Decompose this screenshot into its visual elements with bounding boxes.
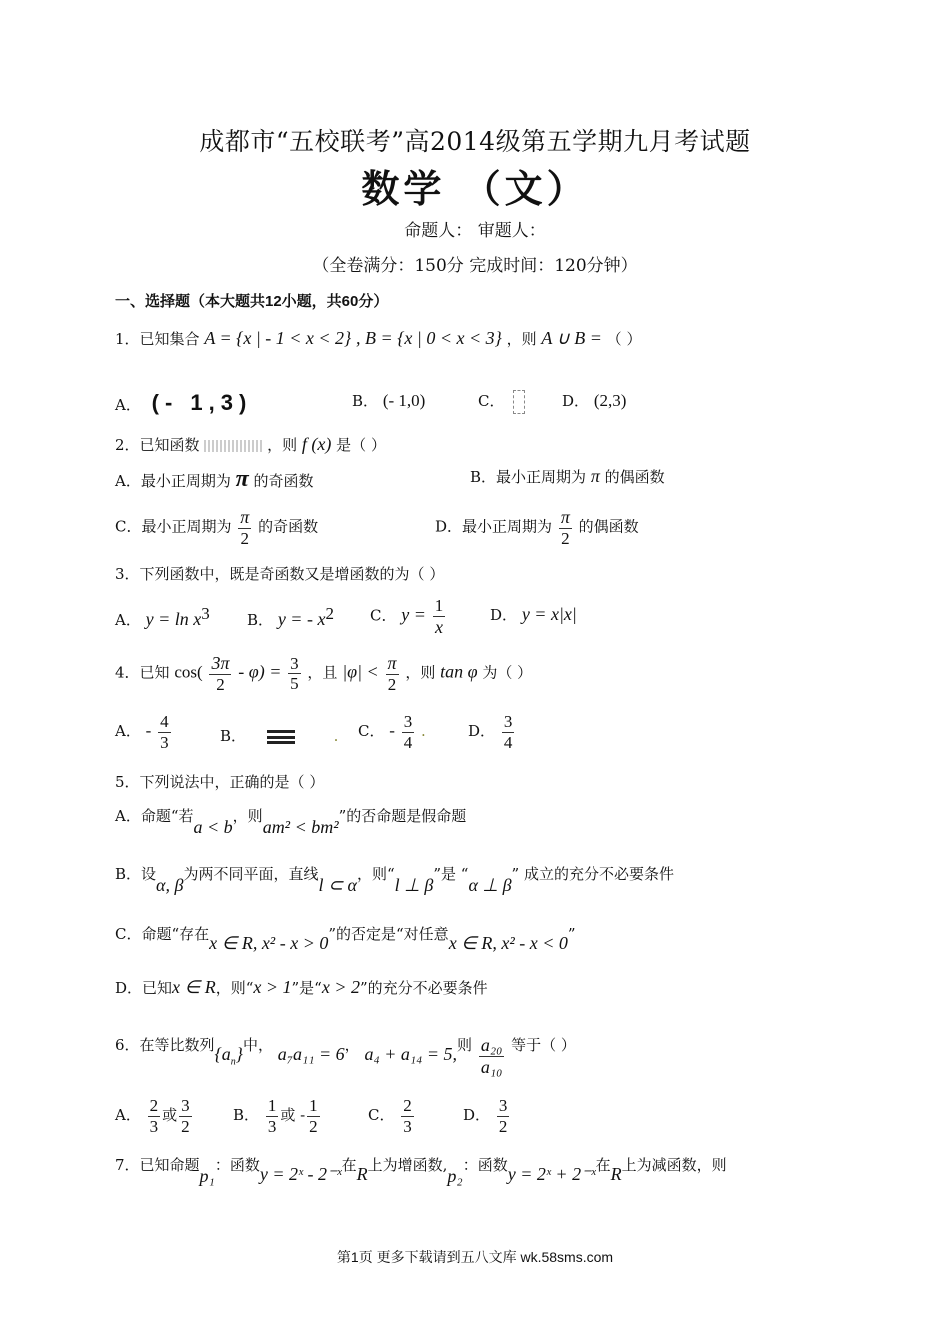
option-label: D． [468,722,496,741]
question-5: 5．下列说法中，正确的是（ ） [115,773,325,791]
text: 等于（ ） [511,1036,576,1055]
formula-image-placeholder [204,440,262,452]
fraction: $\frac{3}{2}$ [498,1096,508,1136]
q4-cond: ，且 [307,663,338,682]
text: 为两不同平面，直线 [183,865,319,883]
math: l ⊥ β [394,875,434,895]
q5-option-c [115,923,576,953]
q6-seq: $\{a_n\}$ [214,1044,243,1068]
fraction: $\frac{\pi}{2}$ [560,507,570,548]
text: B．设 [115,865,157,883]
text: ：函数 [462,1156,508,1174]
subject-title: 数学 （文） [361,166,589,211]
q2-then: ，则 [267,436,298,454]
text: ”的否命题是假命题 [338,807,467,825]
math: p₁ [199,1166,215,1186]
text: ，则 [232,807,263,825]
q6-option-d [463,1096,511,1136]
exponent: 3 [201,604,210,623]
fraction: $\frac{3}{4}$ [503,712,513,752]
q4-tan: tan φ [440,661,478,682]
q4-mid: - φ) = [238,661,282,682]
option-label: D． [562,392,590,410]
option-label: D． [463,1106,491,1125]
fraction: $\frac{3}{5}$ [290,653,299,694]
text: 上为减函数，则 [621,1156,727,1174]
pi-symbol: π [235,466,249,492]
option-math: y = - x [277,609,326,629]
dot-mark: . [421,722,426,741]
q4-then: ，则 [405,663,436,682]
q1-option-b-value: (- 1,0) [382,391,426,410]
text: ”的充分不必要条件 [360,979,488,997]
option-label: A．最小正周期为 [115,472,231,490]
q3-option-b [247,604,334,630]
math: x > 2 [321,977,360,997]
q1-then: ，则 [506,330,537,348]
text: ”是“ [291,979,322,997]
fraction: $\frac{3\pi}{2}$ [211,653,230,694]
math: x ∈ R [172,977,216,997]
option-label: A． [115,722,141,741]
q1-set-b: , B = {x | 0 < x < 3} [356,328,502,348]
fraction: $\frac{3}{2}$ [181,1096,190,1136]
question-7 [115,1154,727,1186]
option-label: A． [115,1106,141,1125]
q3-option-d [490,604,577,625]
q4-option-a [115,712,173,752]
math: α, β [156,875,184,895]
option-label: C． [478,392,505,410]
text: D．已知 [115,979,173,997]
fraction: $\frac{\pi}{2}$ [240,507,250,548]
q1-option-a-value: (- 1,3) [151,390,253,415]
text: 或 - [280,1106,306,1125]
question-4 [115,653,532,694]
text: ” [567,925,576,943]
option-label: A． [115,611,141,629]
q2-is: 是（ ） [336,436,386,454]
option-label: C． [368,1106,395,1125]
q4-abs: |φ| < [342,661,379,682]
q2-stem: 2．已知函数 [115,436,200,454]
q4-tail: 为（ ） [482,663,533,682]
text: ”是 “ [433,865,469,883]
setter-line: 命题人： 审题人： [404,221,546,241]
text: A．命题“若 [115,807,194,825]
math: x > 1 [253,977,292,997]
text: 则 [457,1036,473,1055]
fraction: $\frac{\pi}{2}$ [387,653,397,694]
text: 在 [595,1156,611,1174]
math: y = 2ˣ - 2⁻ˣ [259,1164,342,1184]
math: y = 2ˣ + 2⁻ˣ [507,1164,596,1184]
option-math: y = x|x| [521,604,577,624]
text: 在 [341,1156,357,1174]
q1-option-c [478,390,525,414]
q6-stem: 6．在等比数列 [115,1036,215,1055]
question-2 [115,434,386,455]
text: 上为增函数, [367,1156,448,1174]
q2-option-c [115,507,318,548]
question-6 [115,1025,576,1077]
minus-sign: - [145,721,152,741]
q2-option-d [435,507,639,548]
fraction: $\frac{1}{3}$ [267,1096,277,1136]
option-tail: 的偶函数 [604,468,665,486]
fraction: $\frac{3}{4}$ [403,712,413,752]
option-label: D． [490,606,518,624]
q4-option-b [220,725,338,746]
minus-sign: - [389,721,395,741]
option-math: y = [401,604,426,625]
q2-option-a [115,466,314,493]
dot-mark: . [333,727,339,745]
option-tail: 的偶函数 [578,517,639,536]
q1-option-d-value: (2,3) [593,391,627,410]
q6-option-c [368,1096,416,1136]
q4-stem: 4．已知 [115,663,170,682]
broken-image-icon [513,390,525,414]
math: p₂ [447,1166,463,1186]
q5-option-a [115,805,467,837]
exponent: 2 [325,604,334,623]
exam-info: （全卷满分：150分 完成时间：120分钟） [312,256,638,276]
q3-option-c [370,596,447,637]
q1-option-d [562,390,626,411]
garbled-formula-icon [267,730,295,744]
fraction: $\frac{4}{3}$ [160,712,169,752]
q3-option-a [115,604,210,630]
math: a < b [193,817,233,837]
q1-option-b [352,390,425,411]
option-tail: 的奇函数 [258,517,319,536]
option-label: B． [247,611,274,629]
option-label: C． [370,606,397,625]
q1-expr: A ∪ B = [541,328,602,348]
text: ” 成立的充分不必要条件 [511,865,674,883]
math: R [356,1164,368,1184]
text: 中， [242,1036,273,1055]
math: x ∈ R, x² - x < 0 [448,933,568,953]
option-label: B．最小正周期为 [470,468,587,486]
q1-stem: 1．已知集合 [115,330,200,348]
option-tail: 的奇函数 [253,472,314,490]
option-label: B． [352,392,379,410]
q6-option-b [233,1096,322,1136]
q2-fx: f (x) [301,434,332,454]
text: ，则“ [357,865,395,883]
q2-option-b [470,466,665,487]
q1-paren: （ ） [606,330,642,348]
question-3: 3．下列函数中，既是奇函数又是增函数的为（ ） [115,565,445,583]
option-label: D．最小正周期为 [435,517,553,536]
option-label: A． [115,396,141,414]
question-1 [115,328,641,349]
math: am² < bm² [262,817,339,837]
fraction: $\frac{1}{2}$ [309,1096,318,1136]
fraction: $\frac{2}{3}$ [403,1096,412,1136]
text: ， [344,1036,360,1055]
text: 7．已知命题 [115,1156,200,1174]
q6-option-a [115,1096,194,1136]
option-label: B． [220,727,247,745]
text: C．命题“存在 [115,925,210,943]
math: R [610,1164,622,1184]
text: ，则“ [215,979,254,997]
option-label: C．最小正周期为 [115,517,232,536]
q4-option-c [358,712,426,752]
fraction: $\frac{\text{a₂₀}}{\text{a₁₀}}$ [480,1035,503,1077]
text: ”的否定是“对任意 [328,925,449,943]
math: a₄ + a₁₄ = 5, [364,1044,458,1065]
option-label: C． [358,722,385,741]
option-math: y = ln x [145,609,202,629]
section-heading: 一、选择题（本大题共12小题，共60分） [115,293,389,310]
text: ：函数 [214,1156,260,1174]
pi-symbol: π [590,466,600,486]
q1-set-a: A = {x | - 1 < x < 2} [204,328,352,348]
q5-option-d [115,977,488,998]
exam-title: 成都市“五校联考”高2014级第五学期九月考试题 [199,127,751,156]
q1-option-a [115,390,252,416]
math: α ⊥ β [468,875,512,895]
page-footer: 第1页 更多下载请到五八文库 wk.58sms.com [336,1249,614,1265]
q4-option-d [468,712,516,752]
math: l ⊂ α [318,875,357,895]
fraction: $\frac{1}{x}$ [434,596,444,637]
option-label: B． [233,1106,260,1125]
text: 或 [162,1106,178,1125]
q4-cos: cos( [174,662,203,682]
fraction: $\frac{2}{3}$ [149,1096,159,1136]
math: x ∈ R, x² - x > 0 [209,933,329,953]
math: a₇a₁₁ = 6 [277,1044,345,1065]
q5-option-b [115,863,674,895]
